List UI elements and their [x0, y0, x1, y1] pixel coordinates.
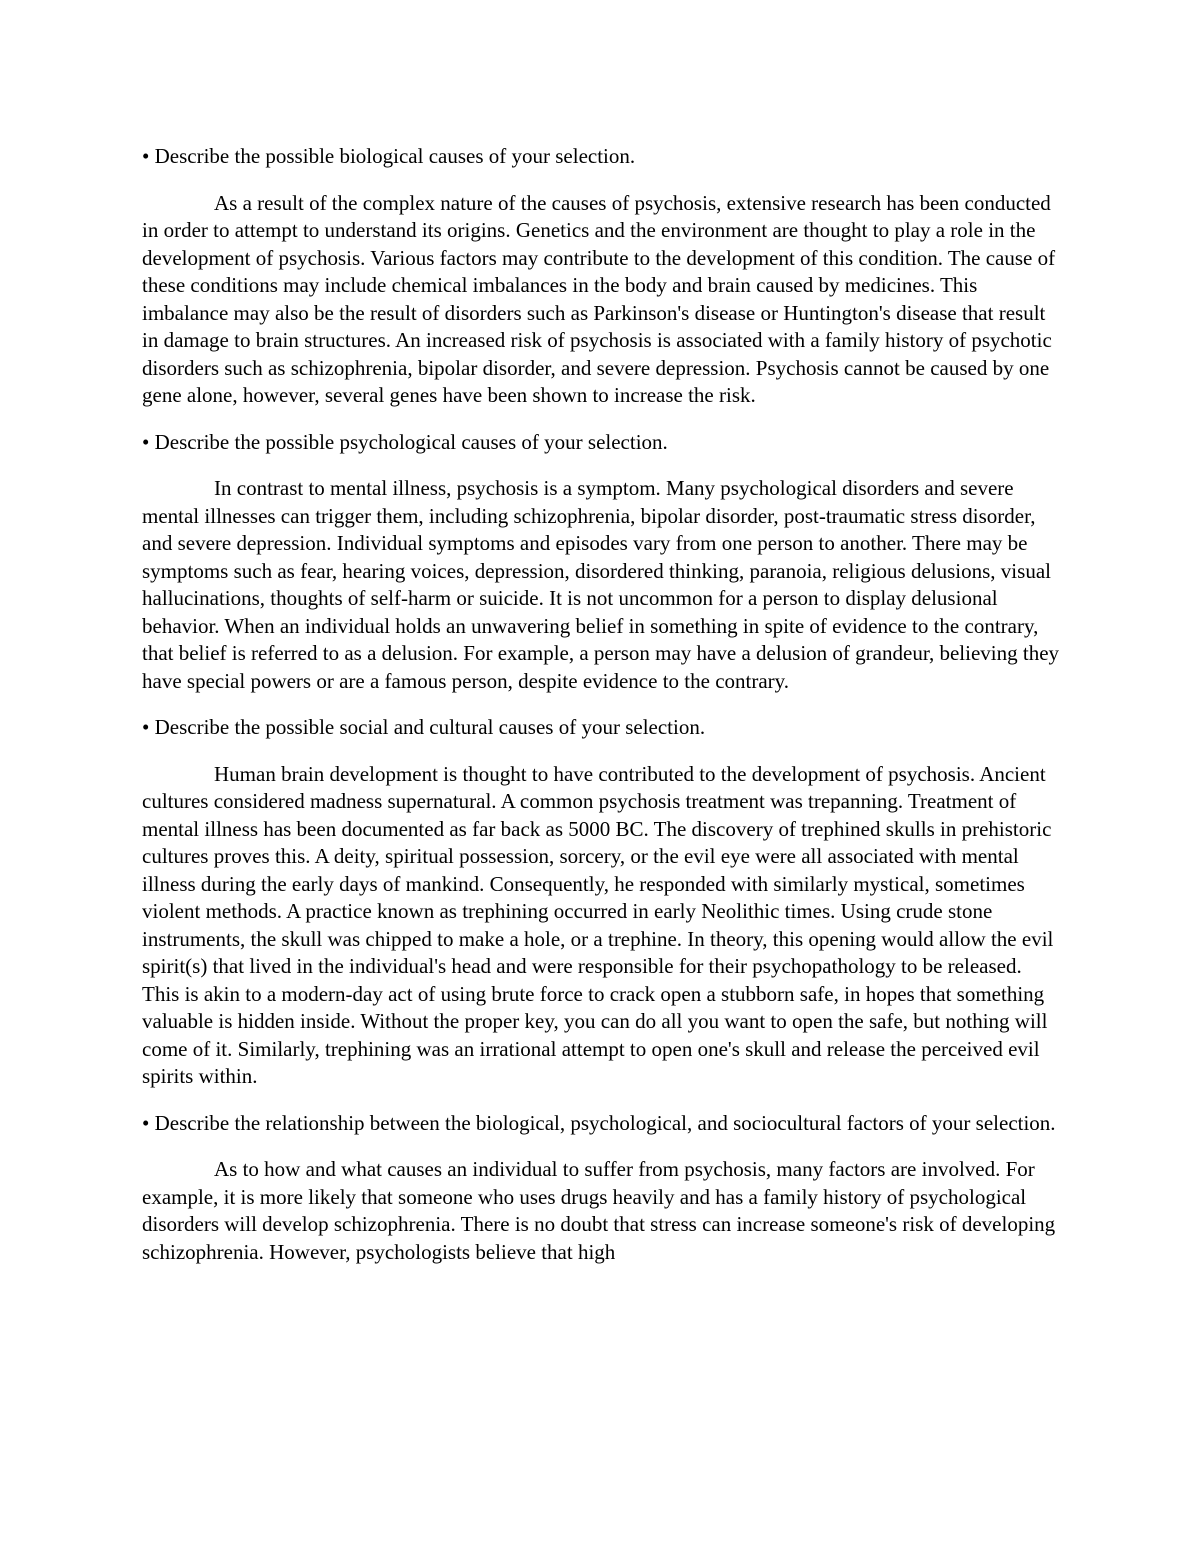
- body-paragraph: Human brain development is thought to have contributed to the development of psychosis. Ancient cultures considered madness supernatural. A common psychosis treatment was trepanning. Treatment of mental illness has been documented as far back as 5000 BC. The discovery of trephined skulls in prehistoric cultures proves this. A deity, spiritual possession, sorcery, or the evil eye were all associated with mental illness during the early days of mankind. Consequently, he responded with similarly mystical, sometimes violent methods. A practice known as trephining occurred in early Neolithic times. Using crude stone instruments, the skull was chipped to make a hole, or a trephine. In theory, this opening would allow the evil spirit(s) that lived in the individual's head and were responsible for their psychopathology to be released. This is akin to a modern-day act of using brute force to crack open a stubborn safe, in hopes that something valuable is hidden inside. Without the proper key, you can do all you want to open the safe, but nothing will come of it. Similarly, trephining was an irrational attempt to open one's skull and release the perceived evil spirits within.: [142, 761, 1054, 1088]
- body-paragraph: As to how and what causes an individual to suffer from psychosis, many factors are involved. For example, it is more likely that someone who uses drugs heavily and has a family history of psychological disorders will develop schizophrenia. There is no doubt that stress can increase someone's risk of developing schizophrenia. However, psychologists believe that high: [142, 1157, 1056, 1264]
- bullet-heading: • Describe the possible biological causes of your selection.: [142, 144, 636, 168]
- section-biological-causes: [142, 143, 1060, 410]
- section-factor-relationship: [142, 1110, 1060, 1267]
- bullet-heading: • Describe the relationship between the biological, psychological, and sociocultural factors of your selection.: [142, 1110, 1056, 1135]
- bullet-heading: • Describe the possible social and cultural causes of your selection.: [142, 715, 706, 739]
- body-paragraph: In contrast to mental illness, psychosis is a symptom. Many psychological disorders and severe mental illnesses can trigger them, including schizophrenia, bipolar disorder, post-traumatic stress disorder, and severe depression. Individual symptoms and episodes vary from one person to another. There may be symptoms such as fear, hearing voices, depression, disordered thinking, paranoia, religious delusions, visual hallucinations, thoughts of self-harm or suicide. It is not uncommon for a person to display delusional behavior. When an individual holds an unwavering belief in something in spite of evidence to the contrary, that belief is referred to as a delusion. For example, a person may have a delusion of grandeur, believing they have special powers or are a famous person, despite evidence to the contrary.: [142, 476, 1060, 693]
- body-paragraph: As a result of the complex nature of the causes of psychosis, extensive research has been conducted in order to attempt to understand its origins. Genetics and the environment are thought to play a role in the development of psychosis. Various factors may contribute to the development of this condition. The cause of these conditions may include chemical imbalances in the body and brain caused by medicines. This imbalance may also be the result of disorders such as Parkinson's disease or Huntington's disease that result in damage to brain structures. An increased risk of psychosis is associated with a family history of psychotic disorders such as schizophrenia, bipolar disorder, and severe depression. Psychosis cannot be caused by one gene alone, however, several genes have been shown to increase the risk.: [142, 190, 1056, 407]
- section-social-cultural-causes: [142, 714, 1060, 1091]
- document-content: [142, 143, 1060, 1285]
- section-psychological-causes: [142, 429, 1060, 696]
- bullet-heading: • Describe the possible psychological causes of your selection.: [142, 429, 668, 454]
